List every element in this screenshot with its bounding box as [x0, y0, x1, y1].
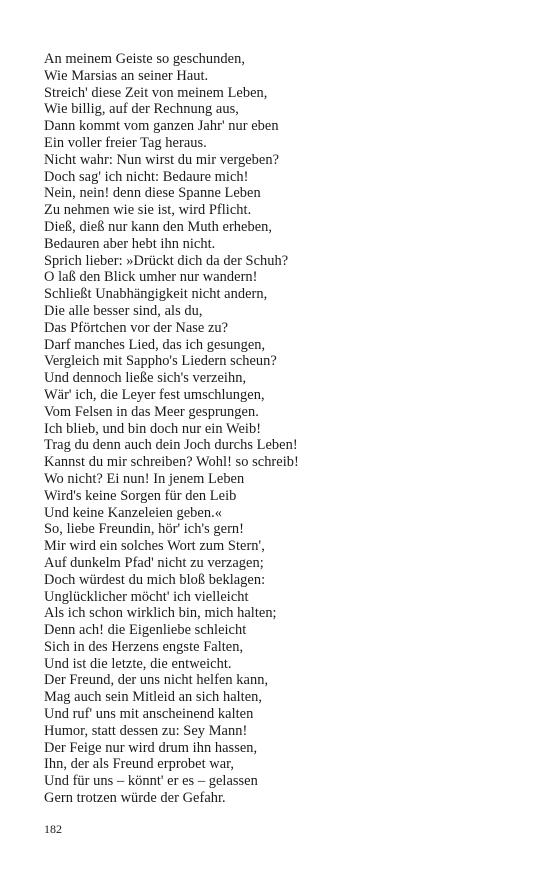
poem-line: Wie billig, auf der Rechnung aus,: [44, 101, 239, 118]
poem-line: Darf manches Lied, das ich gesungen,: [44, 336, 266, 353]
poem-line: Dann kommt vom ganzen Jahr' nur eben: [44, 118, 279, 135]
poem-line: Und keine Kanzeleien geben.«: [44, 504, 223, 521]
poem-line: Streich' diese Zeit von meinem Leben,: [44, 84, 268, 101]
poem-line: So, liebe Freundin, hör' ich's gern!: [44, 521, 245, 538]
poem-line: Der Freund, der uns nicht helfen kann,: [44, 672, 269, 689]
poem-line: Und ist die letzte, die entweicht.: [44, 655, 232, 672]
poem-line: Mag auch sein Mitleid an sich halten,: [44, 689, 263, 706]
poem-line: Wo nicht? Ei nun! In jenem Leben: [44, 470, 245, 487]
poem-line: Und ruf' uns mit anscheinend kalten: [44, 706, 254, 723]
poem-text: [44, 51, 299, 807]
poem-line: Zu nehmen wie sie ist, wird Pflicht.: [44, 202, 252, 219]
poem-line: An meinem Geiste so geschunden,: [44, 51, 245, 67]
poem-line: Doch würdest du mich bloß beklagen:: [44, 571, 266, 588]
poem-line: Wär' ich, die Leyer fest umschlungen,: [44, 386, 265, 403]
poem-line: Wie Marsias an seiner Haut.: [44, 67, 209, 84]
poem-line: Als ich schon wirklich bin, mich halten;: [44, 605, 277, 622]
poem-line: O laß den Blick umher nur wandern!: [44, 269, 258, 286]
poem-line: Doch sag' ich nicht: Bedaure mich!: [44, 168, 249, 185]
poem-line: Bedauren aber hebt ihn nicht.: [44, 235, 216, 252]
poem-line: Ihn, der als Freund erprobet war,: [44, 756, 235, 773]
poem-line: Humor, statt dessen zu: Sey Mann!: [44, 722, 248, 739]
poem-line: Das Pförtchen vor der Nase zu?: [44, 319, 229, 336]
poem-line: Nicht wahr: Nun wirst du mir vergeben?: [44, 151, 280, 168]
poem-line: Nein, nein! denn diese Spanne Leben: [44, 185, 261, 202]
poem-line: Der Feige nur wird drum ihn hassen,: [44, 739, 258, 756]
poem-line: Kannst du mir schreiben? Wohl! so schreib!: [44, 454, 299, 471]
poem-line: Dieß, dieß nur kann den Muth erheben,: [44, 218, 273, 235]
poem-line: Und dennoch ließe sich's verzeihn,: [44, 370, 247, 387]
poem-line: Vergleich mit Sappho's Liedern scheun?: [44, 353, 277, 370]
poem-line: Ein voller freier Tag heraus.: [44, 134, 207, 151]
poem-line: Sich in des Herzens engste Falten,: [44, 638, 244, 655]
poem-line: Wird's keine Sorgen für den Leib: [44, 487, 237, 504]
poem-line: Die alle besser sind, als du,: [44, 302, 203, 319]
poem-line: Mir wird ein solches Wort zum Stern',: [44, 538, 265, 555]
poem-line: Ich blieb, und bin doch nur ein Weib!: [44, 420, 262, 437]
poem-line: Sprich lieber: »Drückt dich da der Schuh?: [44, 252, 289, 269]
poem-line: Trag du denn auch dein Joch durchs Leben!: [44, 437, 298, 454]
poem-line: Vom Felsen in das Meer gesprungen.: [44, 403, 259, 420]
poem-line: Unglücklicher möcht' ich vielleicht: [44, 588, 249, 605]
poem-line: Schließt Unabhängigkeit nicht andern,: [44, 286, 268, 303]
poem-line: Und für uns – könnt' er es – gelassen: [44, 773, 258, 790]
poem-line: Auf dunkelm Pfad' nicht zu verzagen;: [44, 554, 264, 571]
poem-line: Gern trotzen würde der Gefahr.: [44, 790, 226, 807]
poem-line: Denn ach! die Eigenliebe schleicht: [44, 622, 247, 639]
page-number: 182: [44, 822, 62, 836]
